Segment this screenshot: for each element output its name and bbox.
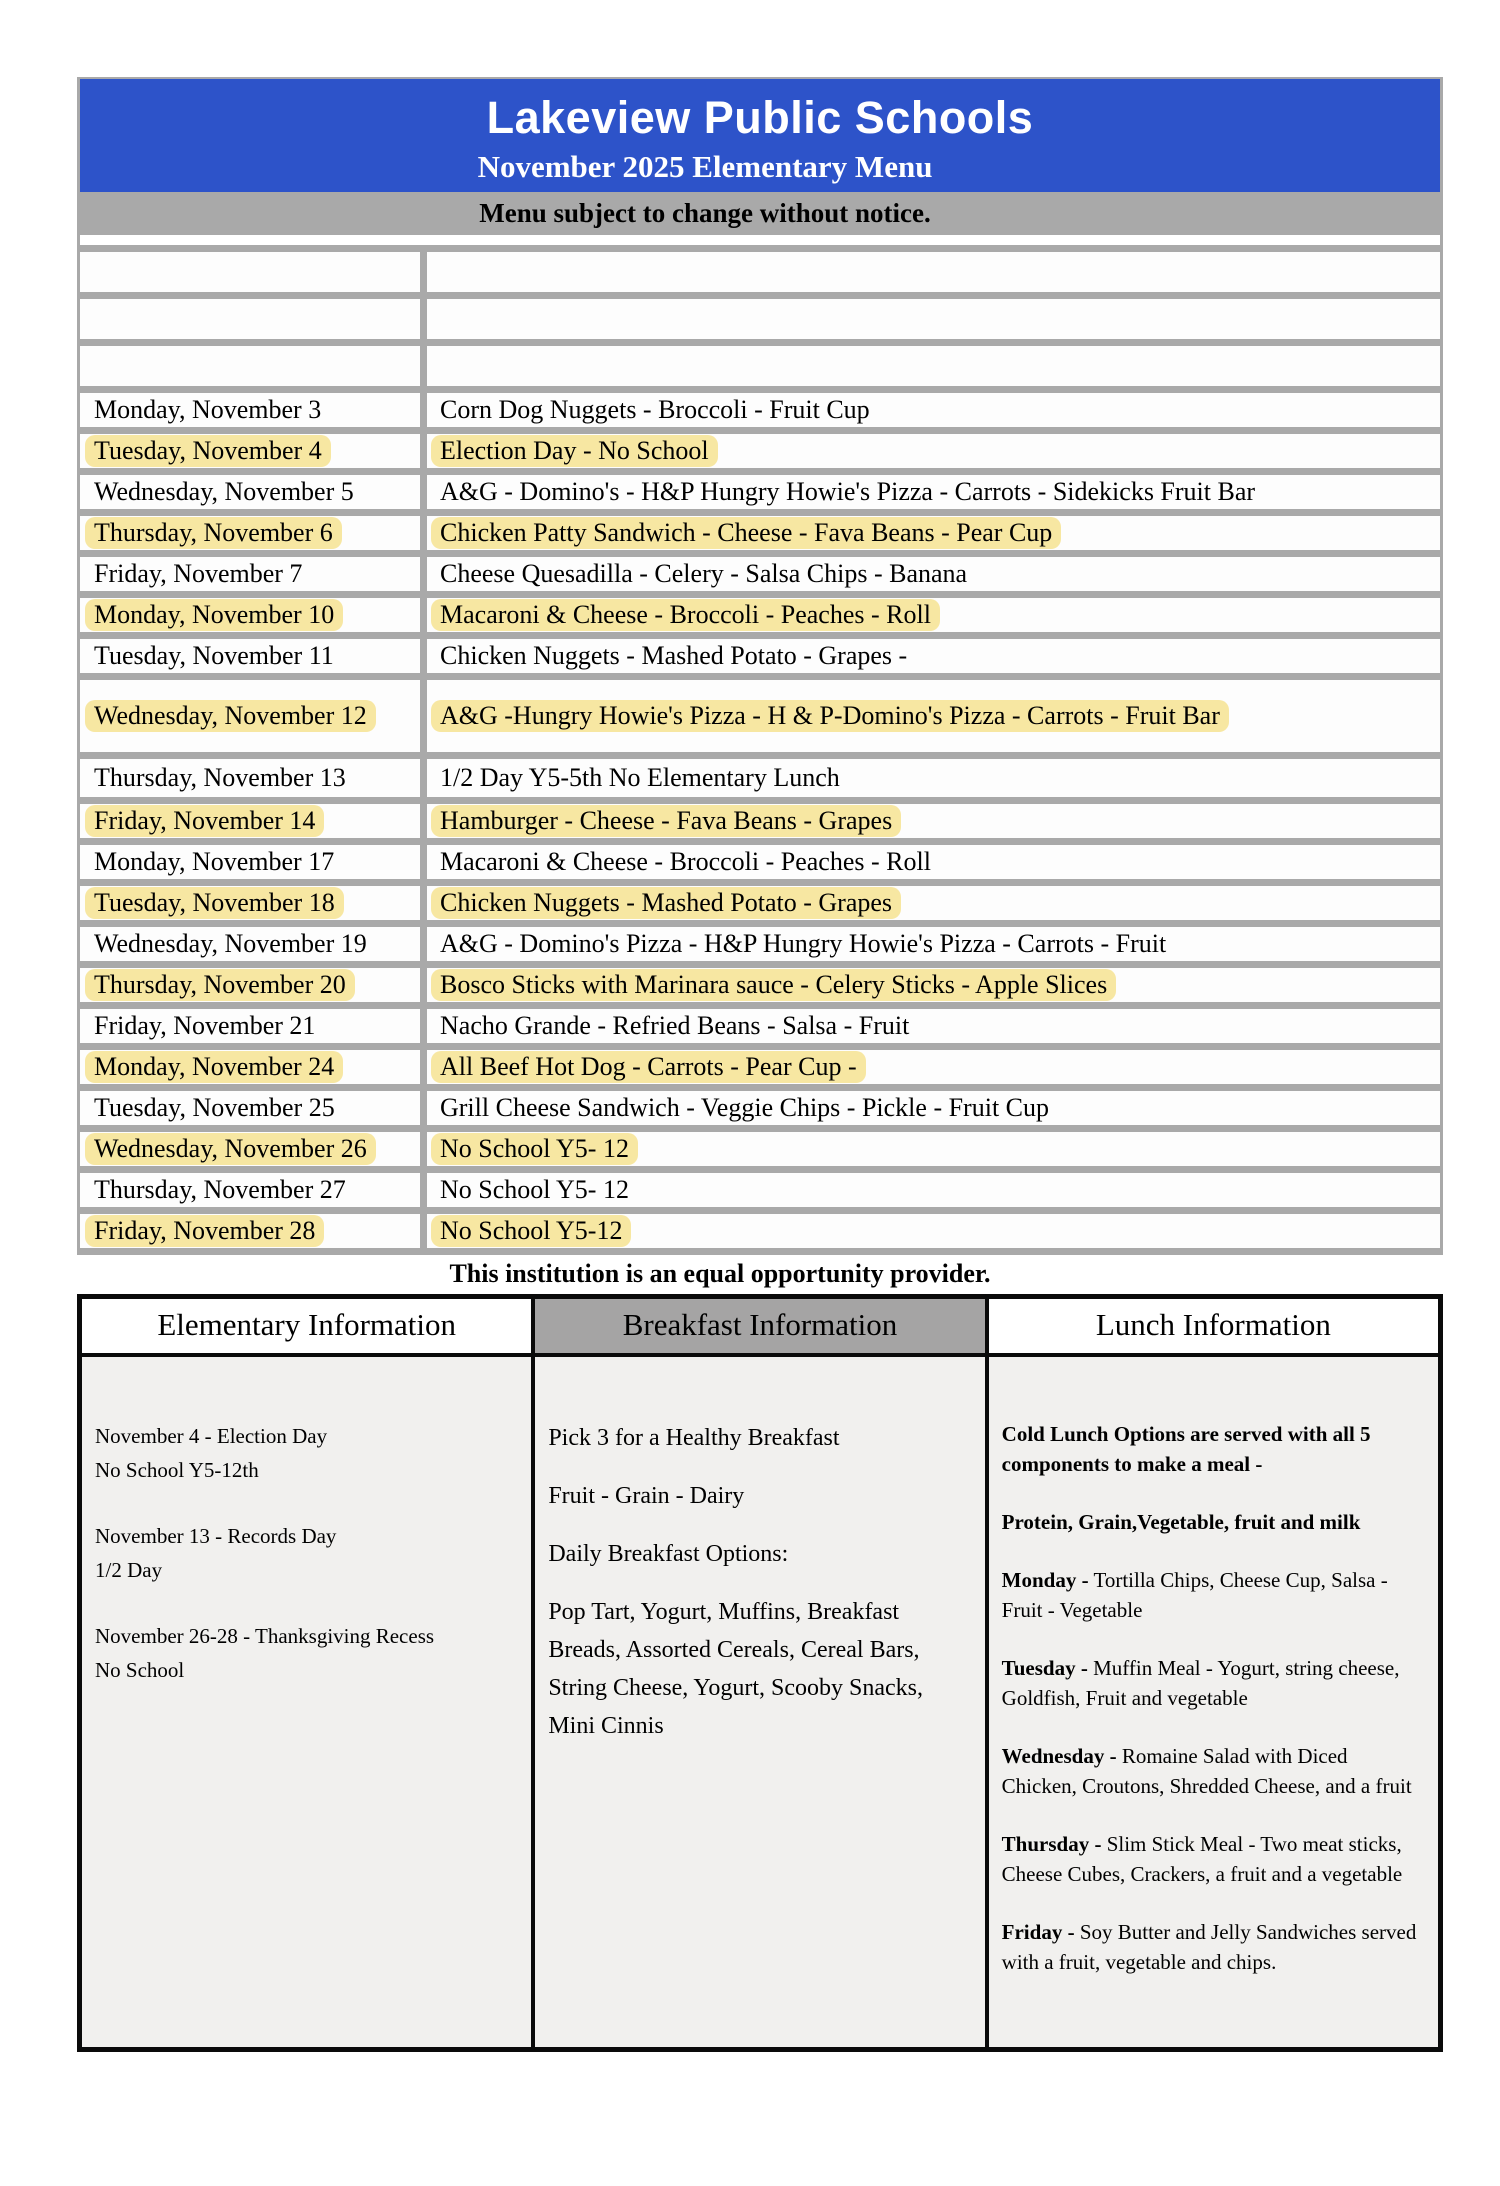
date-cell [80, 845, 420, 879]
menu-text [431, 271, 449, 273]
menu-table-row [80, 393, 1440, 427]
date-text: Wednesday, November 5 [94, 477, 354, 506]
date-cell [80, 968, 420, 1002]
info-paragraph: Pick 3 for a Healthy Breakfast [548, 1425, 840, 1451]
menu-text: 1/2 Day Y5-5th No Elementary Lunch [440, 763, 840, 792]
day-label: Tuesday - [1001, 1656, 1088, 1680]
menu-text: No School Y5- 12 [431, 1133, 638, 1165]
date-cell [80, 1214, 420, 1248]
info-paragraph: Pop Tart, Yogurt, Muffins, Breakfast Breads, Assorted Cereals, Cereal Bars, String Cheese, Yogurt, Scooby Snacks, Mini Cinnis [548, 1599, 923, 1739]
date-cell [80, 557, 420, 591]
menu-table-row [80, 680, 1440, 752]
info-line: No School [95, 1658, 185, 1682]
info-paragraph [1002, 1419, 1424, 1479]
menu-cell [427, 1050, 1440, 1084]
menu-text: Macaroni & Cheese - Broccoli - Peaches - Roll [440, 847, 931, 876]
day-label: Protein, Grain,Vegetable, fruit and milk [1001, 1510, 1361, 1534]
menu-table-row [80, 475, 1440, 509]
date-cell [80, 886, 420, 920]
day-label: Friday - [1001, 1920, 1075, 1944]
menu-text: No School Y5- 12 [440, 1175, 629, 1204]
notice-text: Menu subject to change without notice. [479, 198, 931, 228]
menu-table-row [80, 557, 1440, 591]
menu-table-row [80, 299, 1440, 339]
date-text [85, 365, 103, 367]
menu-table [77, 77, 1443, 1255]
date-text: Friday, November 14 [85, 805, 324, 837]
menu-text: Bosco Sticks with Marinara sauce - Celery Sticks - Apple Slices [431, 969, 1116, 1001]
menu-cell [427, 1173, 1440, 1207]
date-text [85, 271, 103, 273]
menu-text: A&G - Domino's - H&P Hungry Howie's Pizza - Carrots - Sidekicks Fruit Bar [440, 477, 1256, 506]
menu-cell [427, 845, 1440, 879]
menu-cell [427, 804, 1440, 838]
menu-table-row [80, 804, 1440, 838]
date-cell [80, 475, 420, 509]
date-cell [80, 1050, 420, 1084]
spacer [95, 1487, 517, 1519]
elementary-info-header: Elementary Information [82, 1299, 531, 1353]
equal-opportunity-statement: This institution is an equal opportunity provider. [449, 1259, 991, 1288]
menu-table-row [80, 516, 1440, 550]
menu-text: Cheese Quesadilla - Celery - Salsa Chips - Banana [440, 559, 968, 588]
day-label: Wednesday - [1001, 1744, 1117, 1768]
menu-table-row [80, 886, 1440, 920]
menu-cell [427, 516, 1440, 550]
date-cell [80, 1091, 420, 1125]
spacer [95, 1587, 517, 1619]
info-paragraph: Monday - Tortilla Chips, Cheese Cup, Salsa - Fruit - Vegetable [1001, 1568, 1388, 1622]
day-label: Thursday - [1001, 1832, 1102, 1856]
date-cell [80, 759, 420, 797]
info-line: November 13 - Records Day [95, 1524, 337, 1548]
info-paragraph: Friday - Soy Butter and Jelly Sandwiches served with a fruit, vegetable and chips. [1001, 1920, 1417, 1974]
menu-cell [427, 1132, 1440, 1166]
menu-table-row [80, 1050, 1440, 1084]
menu-text: Election Day - No School [431, 435, 718, 467]
date-text: Monday, November 3 [94, 395, 322, 424]
info-paragraph: Tuesday - Muffin Meal - Yogurt, string cheese, Goldfish, Fruit and vegetable [1001, 1656, 1400, 1710]
date-cell [80, 434, 420, 468]
menu-cell [427, 680, 1440, 752]
date-cell [80, 680, 420, 752]
menu-cell [427, 759, 1440, 797]
menu-cell [427, 346, 1440, 386]
info-paragraph: Daily Breakfast Options: [548, 1541, 789, 1567]
menu-cell [427, 639, 1440, 673]
menu-text [431, 318, 449, 320]
menu-text [431, 365, 449, 367]
date-cell [80, 804, 420, 838]
date-cell [80, 252, 420, 292]
date-text: Thursday, November 20 [85, 969, 355, 1001]
date-text: Tuesday, November 4 [85, 435, 331, 467]
document-page [77, 77, 1443, 2052]
menu-text: Hamburger - Cheese - Fava Beans - Grapes [431, 805, 901, 837]
page-subtitle: November 2025 Elementary Menu [477, 149, 933, 184]
info-line: 1/2 Day [95, 1558, 163, 1582]
menu-text: Chicken Nuggets - Mashed Potato - Grapes - [440, 641, 908, 670]
info-line: November 4 - Election Day [95, 1424, 328, 1448]
date-text: Wednesday, November 12 [85, 700, 376, 732]
date-cell [80, 598, 420, 632]
date-text: Tuesday, November 25 [94, 1093, 335, 1122]
info-paragraph: Fruit - Grain - Dairy [548, 1483, 745, 1509]
date-text: Thursday, November 27 [94, 1175, 346, 1204]
menu-text: A&G -Hungry Howie's Pizza - H & P-Domino's Pizza - Carrots - Fruit Bar [431, 700, 1229, 732]
menu-cell [427, 252, 1440, 292]
menu-table-row [80, 252, 1440, 292]
menu-text: Nacho Grande - Refried Beans - Salsa - Fruit [440, 1011, 910, 1040]
menu-text: A&G - Domino's Pizza - H&P Hungry Howie's Pizza - Carrots - Fruit [440, 929, 1167, 958]
date-text: Tuesday, November 11 [94, 641, 334, 670]
date-cell [80, 299, 420, 339]
lunch-info-header: Lunch Information [989, 1299, 1438, 1353]
menu-cell [427, 1009, 1440, 1043]
menu-text: Macaroni & Cheese - Broccoli - Peaches - Roll [431, 599, 940, 631]
info-table [77, 1294, 1443, 2052]
menu-rows [80, 252, 1440, 1248]
date-text: Tuesday, November 18 [85, 887, 344, 919]
date-cell [80, 1132, 420, 1166]
info-paragraph [1002, 1507, 1424, 1537]
info-line: November 26-28 - Thanksgiving Recess [95, 1624, 435, 1648]
menu-cell [427, 393, 1440, 427]
menu-cell [427, 1214, 1440, 1248]
date-text: Friday, November 7 [94, 559, 303, 588]
elementary-info-body [82, 1357, 531, 2047]
date-cell [80, 1173, 420, 1207]
menu-cell [427, 886, 1440, 920]
date-text: Friday, November 21 [94, 1011, 316, 1040]
menu-cell [427, 968, 1440, 1002]
info-paragraph: Wednesday - Romaine Salad with Diced Chicken, Croutons, Shredded Cheese, and a fruit [1001, 1744, 1412, 1798]
menu-table-row [80, 759, 1440, 797]
date-text [85, 318, 103, 320]
date-cell [80, 639, 420, 673]
date-cell [80, 516, 420, 550]
header-banner [80, 79, 1440, 192]
date-cell [80, 927, 420, 961]
menu-cell [427, 475, 1440, 509]
menu-table-row [80, 1132, 1440, 1166]
spacer [80, 235, 1440, 245]
date-text: Wednesday, November 26 [85, 1133, 376, 1165]
menu-table-row [80, 434, 1440, 468]
date-text: Friday, November 28 [85, 1215, 324, 1247]
menu-table-row [80, 845, 1440, 879]
notice-bar [80, 192, 1440, 235]
day-label: Monday - [1001, 1568, 1089, 1592]
menu-text: Chicken Nuggets - Mashed Potato - Grapes [431, 887, 901, 919]
breakfast-info-header: Breakfast Information [535, 1299, 984, 1353]
date-text: Monday, November 24 [85, 1051, 343, 1083]
menu-table-row [80, 1173, 1440, 1207]
info-paragraph: Thursday - Slim Stick Meal - Two meat sticks, Cheese Cubes, Crackers, a fruit and a vegetable [1001, 1832, 1403, 1886]
breakfast-info-body [535, 1357, 984, 2047]
menu-text: Grill Cheese Sandwich - Veggie Chips - Pickle - Fruit Cup [440, 1093, 1050, 1122]
info-line: No School Y5-12th [95, 1458, 259, 1482]
menu-text: All Beef Hot Dog - Carrots - Pear Cup - [431, 1051, 866, 1083]
menu-table-row [80, 1214, 1440, 1248]
menu-table-row [80, 927, 1440, 961]
menu-table-row [80, 1091, 1440, 1125]
menu-table-row [80, 598, 1440, 632]
menu-cell [427, 299, 1440, 339]
menu-table-row [80, 968, 1440, 1002]
date-text: Monday, November 10 [85, 599, 343, 631]
menu-text: Corn Dog Nuggets - Broccoli - Fruit Cup [440, 395, 870, 424]
date-cell [80, 1009, 420, 1043]
date-text: Thursday, November 13 [94, 763, 346, 792]
lunch-info-body [989, 1357, 1438, 2047]
menu-text: Chicken Patty Sandwich - Cheese - Fava Beans - Pear Cup [431, 517, 1061, 549]
menu-cell [427, 598, 1440, 632]
page-title: Lakeview Public Schools [486, 92, 1034, 143]
date-text: Wednesday, November 19 [94, 929, 367, 958]
date-cell [80, 346, 420, 386]
menu-table-row [80, 1009, 1440, 1043]
date-text: Monday, November 17 [94, 847, 335, 876]
menu-cell [427, 434, 1440, 468]
menu-cell [427, 557, 1440, 591]
menu-cell [427, 927, 1440, 961]
date-cell [80, 393, 420, 427]
menu-text: No School Y5-12 [431, 1215, 631, 1247]
date-text: Thursday, November 6 [85, 517, 342, 549]
menu-cell [427, 1091, 1440, 1125]
menu-table-row [80, 346, 1440, 386]
menu-table-row [80, 639, 1440, 673]
day-label: Cold Lunch Options are served with all 5 components to make a meal - [1001, 1422, 1371, 1476]
